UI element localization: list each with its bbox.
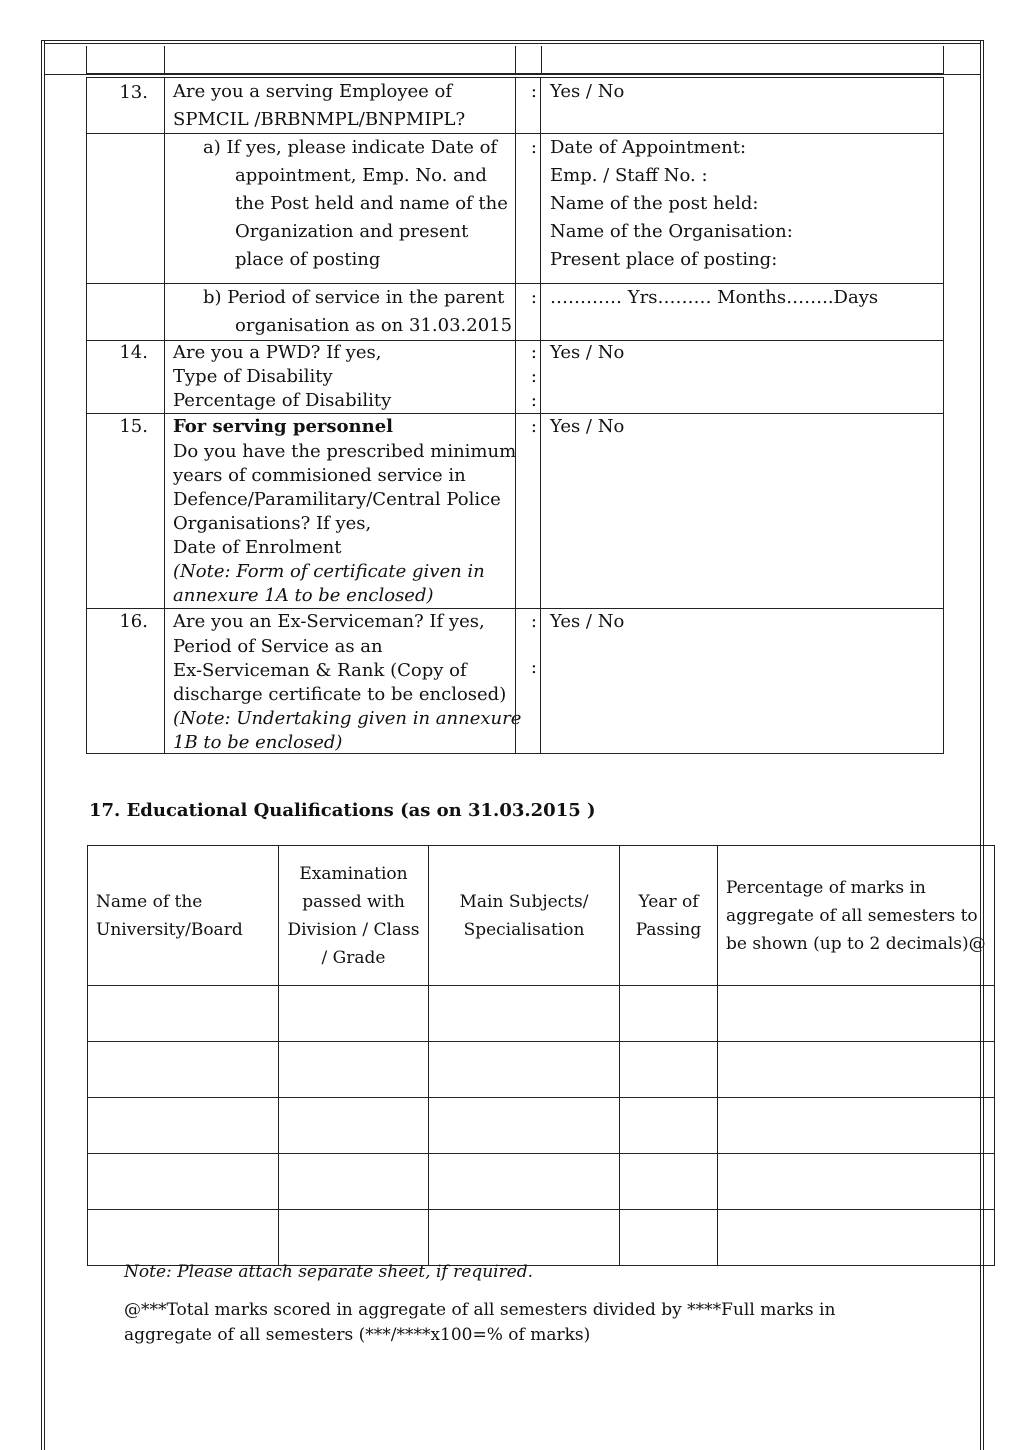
answer-line: Emp. / Staff No. : bbox=[550, 165, 708, 186]
column-header: Percentage of marks in aggregate of all semesters to be shown (up to 2 decimals)@ bbox=[718, 846, 995, 986]
table-cell[interactable] bbox=[88, 1042, 279, 1098]
row-number bbox=[87, 134, 164, 283]
table-cell[interactable] bbox=[279, 986, 429, 1042]
page-border-left bbox=[41, 40, 42, 1450]
question-cell bbox=[164, 284, 515, 340]
yes-no-answer: Yes / No bbox=[550, 416, 625, 437]
yes-no-answer: Yes / No bbox=[550, 342, 625, 363]
question-cell bbox=[164, 134, 515, 283]
table-cell[interactable] bbox=[718, 1098, 995, 1154]
table-row bbox=[88, 1154, 995, 1210]
row-number: 15. bbox=[119, 416, 148, 437]
answer-line: Name of the Organisation: bbox=[550, 221, 793, 242]
question-line: Organisations? If yes, bbox=[173, 513, 372, 534]
table-cell[interactable] bbox=[429, 1098, 620, 1154]
question-line: place of posting bbox=[235, 249, 381, 270]
answer-cell[interactable] bbox=[541, 284, 943, 340]
table-cell[interactable] bbox=[279, 1042, 429, 1098]
question-note: (Note: Undertaking given in annexure bbox=[173, 708, 522, 729]
question-line: SPMCIL /BRBNMPL/BNPMIPL? bbox=[173, 109, 466, 130]
question-line: Defence/Paramilitary/Central Police bbox=[173, 489, 501, 510]
column-header: Name of the University/Board bbox=[88, 846, 279, 986]
colon-cell bbox=[515, 78, 541, 133]
yes-no-answer: Yes / No bbox=[550, 81, 625, 102]
question-line: Do you have the prescribed minimum bbox=[173, 441, 517, 462]
colon: : bbox=[530, 416, 537, 437]
colon-cell bbox=[515, 414, 541, 608]
question-heading: For serving personnel bbox=[173, 416, 393, 437]
question-line: Organization and present bbox=[235, 221, 469, 242]
colon: : bbox=[530, 390, 537, 411]
period-of-service-answer: ………… Yrs……… Months……..Days bbox=[550, 287, 879, 308]
table-stub-row bbox=[86, 46, 944, 74]
colon: : bbox=[530, 611, 537, 632]
yes-no-answer: Yes / No bbox=[550, 611, 625, 632]
row-number bbox=[87, 284, 164, 340]
question-line: the Post held and name of the bbox=[235, 193, 508, 214]
section-title: 17. Educational Qualifications (as on 31.03.2015 ) bbox=[89, 800, 596, 821]
table-cell[interactable] bbox=[429, 1210, 620, 1266]
form-row-15 bbox=[86, 413, 944, 609]
answer-cell[interactable] bbox=[541, 341, 943, 413]
table-row bbox=[88, 1042, 995, 1098]
colon: : bbox=[530, 81, 537, 102]
colon-cell bbox=[515, 134, 541, 283]
form-row-14 bbox=[86, 340, 944, 414]
question-line: Ex-Serviceman & Rank (Copy of bbox=[173, 660, 467, 681]
row-number: 13. bbox=[119, 82, 148, 103]
question-cell bbox=[164, 414, 515, 608]
table-cell[interactable] bbox=[88, 1154, 279, 1210]
question-line: years of commisioned service in bbox=[173, 465, 466, 486]
answer-line: Present place of posting: bbox=[550, 249, 778, 270]
question-note: (Note: Form of certificate given in bbox=[173, 561, 485, 582]
colon: : bbox=[530, 657, 537, 678]
row-number: 14. bbox=[119, 342, 148, 363]
question-cell bbox=[164, 78, 515, 133]
table-cell[interactable] bbox=[429, 986, 620, 1042]
column-header: Examination passed with Division / Class / Grade bbox=[279, 846, 429, 986]
column-header: Year of Passing bbox=[620, 846, 718, 986]
table-cell[interactable] bbox=[620, 1098, 718, 1154]
question-line: Date of Enrolment bbox=[173, 537, 342, 558]
answer-line: Name of the post held: bbox=[550, 193, 759, 214]
question-cell bbox=[164, 609, 522, 753]
education-table bbox=[87, 845, 995, 1266]
page-border-top-inner bbox=[44, 43, 981, 44]
page-border-left-inner bbox=[44, 40, 45, 1450]
colon-cell bbox=[515, 609, 541, 753]
colon-cell bbox=[515, 341, 541, 413]
table-cell[interactable] bbox=[620, 986, 718, 1042]
row-number: 16. bbox=[119, 611, 148, 632]
table-cell[interactable] bbox=[279, 1098, 429, 1154]
question-note: annexure 1A to be enclosed) bbox=[173, 585, 434, 606]
answer-cell[interactable] bbox=[541, 414, 943, 608]
form-row-16 bbox=[86, 608, 944, 754]
table-cell[interactable] bbox=[88, 1210, 279, 1266]
colon: : bbox=[530, 366, 537, 387]
table-cell[interactable] bbox=[620, 1154, 718, 1210]
question-line: Period of Service as an bbox=[173, 636, 383, 657]
column-header: Main Subjects/ Specialisation bbox=[429, 846, 620, 986]
answer-cell[interactable] bbox=[541, 78, 943, 133]
table-cell[interactable] bbox=[718, 1042, 995, 1098]
question-line: appointment, Emp. No. and bbox=[235, 165, 487, 186]
answer-cell[interactable] bbox=[541, 134, 943, 283]
table-cell[interactable] bbox=[620, 1210, 718, 1266]
answer-line: Date of Appointment: bbox=[550, 137, 747, 158]
table-cell[interactable] bbox=[620, 1042, 718, 1098]
table-row bbox=[88, 1098, 995, 1154]
table-cell[interactable] bbox=[718, 986, 995, 1042]
question-line: Percentage of Disability bbox=[173, 390, 392, 411]
colon: : bbox=[530, 342, 537, 363]
question-line: Are you a PWD? If yes, bbox=[173, 342, 382, 363]
table-cell[interactable] bbox=[429, 1154, 620, 1210]
question-line: discharge certificate to be enclosed) bbox=[173, 684, 507, 705]
page-header-rule bbox=[44, 74, 981, 75]
table-cell[interactable] bbox=[88, 1098, 279, 1154]
table-cell[interactable] bbox=[718, 1210, 995, 1266]
form-row-13b bbox=[86, 283, 944, 341]
attach-sheet-note: Note: Please attach separate sheet, if required. bbox=[124, 1262, 534, 1282]
question-line: Are you an Ex-Serviceman? If yes, bbox=[173, 611, 485, 632]
colon: : bbox=[530, 137, 537, 158]
question-line: Type of Disability bbox=[173, 366, 333, 387]
question-line: a) If yes, please indicate Date of bbox=[203, 137, 498, 158]
question-cell bbox=[164, 341, 515, 413]
colon: : bbox=[530, 287, 537, 308]
table-cell[interactable] bbox=[279, 1154, 429, 1210]
table-cell[interactable] bbox=[718, 1154, 995, 1210]
page-border-top bbox=[41, 40, 984, 41]
table-cell[interactable] bbox=[429, 1042, 620, 1098]
question-note: 1B to be enclosed) bbox=[173, 732, 343, 753]
colon-cell bbox=[515, 284, 541, 340]
form-row-13 bbox=[86, 77, 944, 134]
marks-formula-note: @***Total marks scored in aggregate of all semesters divided by ****Full marks in aggregate of all semesters (***/****x100=% of marks) bbox=[124, 1300, 836, 1345]
answer-cell[interactable] bbox=[541, 609, 943, 753]
table-row bbox=[88, 986, 995, 1042]
question-line: organisation as on 31.03.2015 bbox=[235, 315, 513, 336]
table-header-row bbox=[88, 846, 995, 986]
table-cell[interactable] bbox=[279, 1210, 429, 1266]
form-row-13a bbox=[86, 133, 944, 284]
question-line: Are you a serving Employee of bbox=[173, 81, 453, 102]
question-line: b) Period of service in the parent bbox=[203, 287, 505, 308]
table-cell[interactable] bbox=[88, 986, 279, 1042]
table-row bbox=[88, 1210, 995, 1266]
